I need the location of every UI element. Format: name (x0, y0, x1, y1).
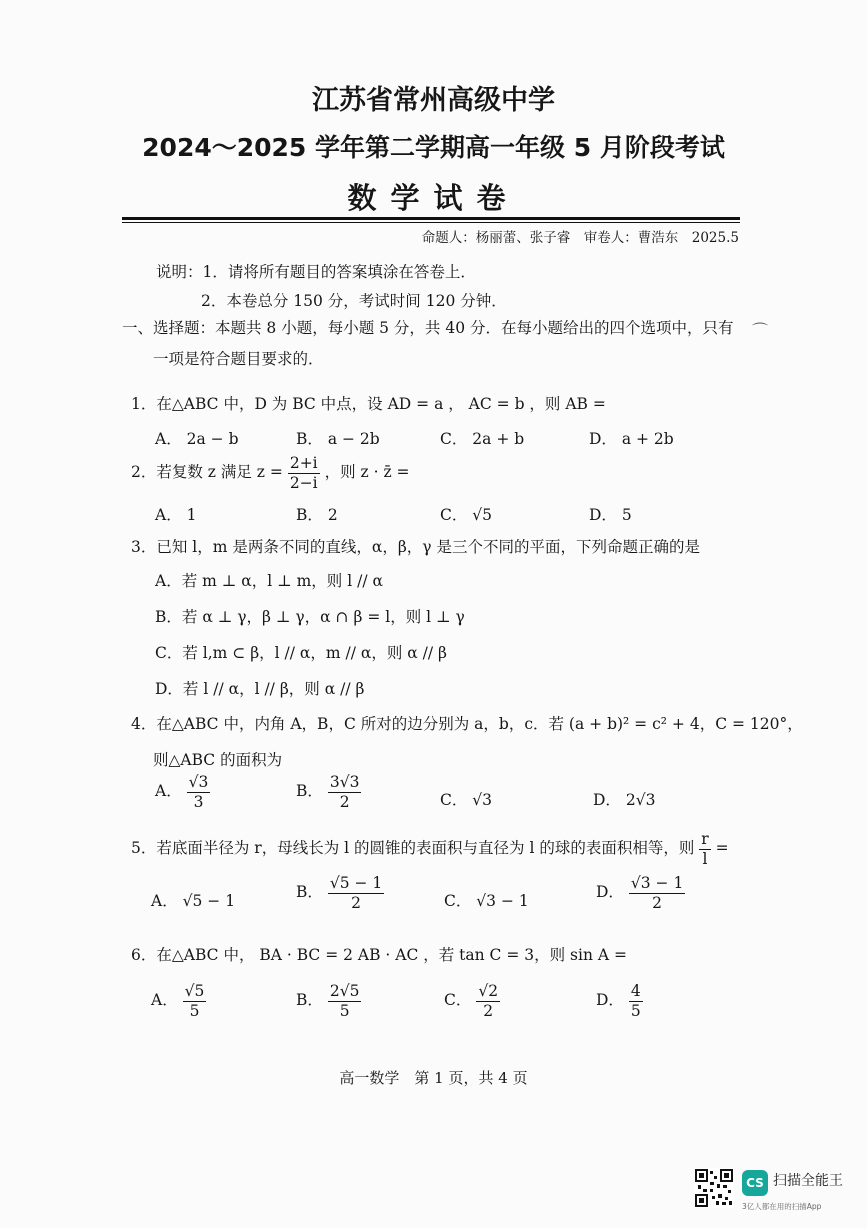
q1-option-b: B． a − 2b (296, 430, 380, 448)
q2-stem-post: ，则 z · z̄ = (324, 463, 410, 482)
scanner-app-name: 扫描全能王 (773, 1173, 843, 1189)
q1-option-a: A． 2a − b (155, 430, 239, 448)
header-rule-thick (122, 217, 740, 220)
scanner-tagline: 3亿人都在用的扫描App (742, 1202, 822, 1211)
q6-c-fraction: $\frac{√2}{2}$ (478, 982, 499, 1020)
q5-fraction: $\frac{r}{l}$ (701, 830, 709, 868)
page-footer: 高一数学 第 1 页，共 4 页 (339, 1069, 528, 1087)
q5-option-c: C． √3 − 1 (444, 892, 529, 910)
q1-option-d: D． a + 2b (589, 430, 674, 448)
question-6-stem: 6．在△ABC 中， BA · BC = 2 AB · AC ，若 tan C = 3，则 sin A = (131, 946, 627, 964)
q6-a-fraction: $\frac{√5}{5}$ (184, 982, 205, 1020)
question-4-stem-line-2: 则△ABC 的面积为 (153, 751, 283, 769)
q2-option-d: D． 5 (589, 506, 632, 524)
q6-option-c: C． $\frac{√2}{2}$ (444, 982, 499, 1020)
q2-option-c: C． √5 (440, 506, 493, 524)
q5-option-a: A． √5 − 1 (151, 892, 236, 910)
q3-option-d: D．若 l // α，l // β，则 α // β (155, 680, 365, 698)
school-title: 江苏省常州高级中学 (312, 85, 555, 116)
q6-option-a: A． $\frac{√5}{5}$ (151, 982, 205, 1020)
scanner-logo-icon: CS (742, 1170, 768, 1196)
section-heading-line-2: 一项是符合题目要求的． (153, 350, 324, 368)
margin-mark: ⌒ (752, 321, 769, 340)
q4-option-c: C． √3 (440, 791, 493, 809)
q6-option-b: B． $\frac{2√5}{5}$ (296, 982, 360, 1020)
question-3-stem: 3．已知 l，m 是两条不同的直线，α，β，γ 是三个不同的平面，下列命题正确的是 (131, 538, 700, 556)
q3-option-c: C．若 l,m ⊂ β，l // α，m // α，则 α // β (155, 644, 448, 662)
q5-b-fraction: $\frac{√5 - 1}{2}$ (329, 874, 383, 912)
question-1-stem: 1．在△ABC 中，D 为 BC 中点，设 AD = a ， AC = b ，则 AB = (131, 395, 606, 413)
q6-option-d: D． $\frac{4}{5}$ (596, 982, 641, 1020)
q3-option-b: B．若 α ⊥ γ，β ⊥ γ，α ∩ β = l，则 l ⊥ γ (155, 608, 465, 626)
q5-option-d: D． $\frac{√3 - 1}{2}$ (596, 874, 684, 912)
byline: 命题人：杨丽蕾、张子睿 审卷人：曹浩东 2025.5 (421, 230, 739, 246)
q2-stem-pre: 2．若复数 z 满足 z = (131, 463, 283, 482)
q4-option-a: A． $\frac{√3}{3}$ (155, 773, 209, 811)
q4-option-d: D． 2√3 (593, 791, 656, 809)
note-line-1: 说明：1．请将所有题目的答案填涂在答卷上． (156, 263, 476, 281)
q6-d-fraction: $\frac{4}{5}$ (630, 982, 641, 1020)
question-4-stem-line-1: 4．在△ABC 中，内角 A，B，C 所对的边分别为 a，b，c．若 (a + b)² = c² + 4，C = 120°， (131, 715, 803, 733)
q4-b-fraction: $\frac{3√3}{2}$ (329, 773, 360, 811)
exam-title: 2024～2025 学年第二学期高一年级 5 月阶段考试 (142, 133, 725, 162)
q4-option-b: B． $\frac{3√3}{2}$ (296, 773, 360, 811)
note-line-2: 2．本卷总分 150 分，考试时间 120 分钟． (201, 292, 507, 310)
q3-option-a: A．若 m ⊥ α，l ⊥ m，则 l // α (155, 572, 383, 590)
q6-b-fraction: $\frac{2√5}{5}$ (329, 982, 360, 1020)
q5-d-fraction: $\frac{√3 - 1}{2}$ (630, 874, 684, 912)
q5-option-b: B． $\frac{√5 - 1}{2}$ (296, 874, 383, 912)
question-5-stem: 5．若底面半径为 r，母线长为 l 的圆锥的表面积与直径为 l 的球的表面积相等，则 $\frac{r}{l}$ = (131, 830, 729, 868)
q2-option-b: B． 2 (296, 506, 338, 524)
q2-fraction: $\frac{2+i}{2-i}$ (289, 454, 318, 492)
q2-option-a: A． 1 (155, 506, 197, 524)
section-heading-line-1: 一、选择题：本题共 8 小题，每小题 5 分，共 40 分．在每小题给出的四个选项中，只有 (122, 319, 734, 337)
subject-title: 数学试卷 (347, 181, 520, 215)
q4-a-fraction: $\frac{√3}{3}$ (188, 773, 209, 811)
header-rule-thin (122, 222, 740, 223)
qr-code-icon (694, 1168, 734, 1208)
q1-option-c: C． 2a + b (440, 430, 525, 448)
question-2-stem (131, 454, 410, 492)
